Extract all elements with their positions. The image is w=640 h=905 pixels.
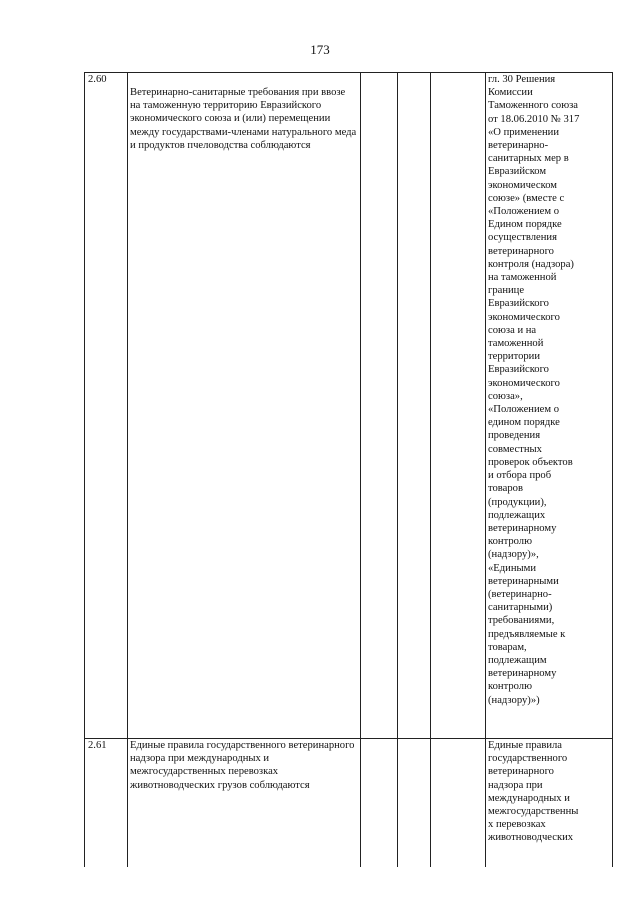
reference-line: предъявляемые к xyxy=(488,628,566,640)
reference-line: контроля (надзора) xyxy=(488,258,574,270)
reference-line: санитарных мер в xyxy=(488,153,569,165)
reference-line: ветеринарными xyxy=(488,575,559,587)
reference-line: осуществления xyxy=(488,232,557,244)
page-number: 173 xyxy=(310,42,330,57)
reference-line: (продукции), xyxy=(488,496,547,508)
reference-line: Комиссии xyxy=(488,87,533,99)
reference-line: международных и xyxy=(488,792,570,804)
reference-line: ветеринарно- xyxy=(488,140,549,152)
requirements-table xyxy=(84,72,613,867)
reference-line: контролю xyxy=(488,681,532,693)
reference-line: «Едиными xyxy=(488,562,536,574)
legal-reference xyxy=(486,739,613,868)
reference-line: межгосударственны xyxy=(488,806,579,818)
reference-line: проведения xyxy=(488,430,541,442)
reference-line: государственного xyxy=(488,753,568,765)
reference-line: Евразийского xyxy=(488,298,549,310)
empty-cell xyxy=(398,73,431,739)
empty-cell xyxy=(398,739,431,868)
reference-line: подлежащих xyxy=(488,509,546,521)
reference-line: Таможенного союза xyxy=(488,100,578,112)
empty-cell xyxy=(361,73,398,739)
reference-line: Евразийском xyxy=(488,166,547,178)
reference-line: союза и на xyxy=(488,324,537,336)
reference-line: проверок объектов xyxy=(488,456,573,468)
reference-line: ветеринарному xyxy=(488,668,557,680)
reference-line: (надзору)») xyxy=(488,694,540,706)
reference-line: (надзору)», xyxy=(488,549,539,561)
reference-line: «О применении xyxy=(488,126,560,138)
reference-line: на таможенной xyxy=(488,272,557,284)
reference-line: Единые правила xyxy=(488,740,562,751)
reference-line: «Положением о xyxy=(488,404,559,416)
reference-line: х перевозках xyxy=(488,819,546,831)
reference-line: экономического xyxy=(488,377,560,389)
empty-cell xyxy=(431,73,486,739)
reference-line: ветеринарного xyxy=(488,766,554,778)
reference-line: экономического xyxy=(488,311,560,323)
requirement-text: Единые правила государственного ветеринарного надзора при международных и межгосударственных перевозках животноводческих грузов соблюдаются xyxy=(128,739,361,868)
requirement-text: Ветеринарно-санитарные требования при ввозе на таможенную территорию Евразийского экономического союза и (или) перемещении между государствами-членами натурального меда и продуктов пчеловодства соблюдаются xyxy=(128,73,361,739)
reference-line: надзора при xyxy=(488,779,543,791)
reference-line: гл. 30 Решения xyxy=(488,74,556,85)
reference-line: животноводческих xyxy=(488,832,574,844)
reference-line: Евразийского xyxy=(488,364,549,376)
reference-line: таможенной xyxy=(488,338,544,350)
reference-line: территории xyxy=(488,351,541,363)
reference-line: Едином порядке xyxy=(488,219,562,231)
reference-line: едином порядке xyxy=(488,417,560,429)
row-number: 2.61 xyxy=(85,739,128,868)
reference-line: экономическом xyxy=(488,179,557,191)
table-row xyxy=(85,739,613,868)
legal-reference xyxy=(486,73,613,739)
reference-line: «Положением о xyxy=(488,206,559,218)
reference-line: подлежащим xyxy=(488,654,547,666)
reference-line: совместных xyxy=(488,443,542,455)
reference-line: ветеринарного xyxy=(488,245,554,257)
empty-cell xyxy=(431,739,486,868)
reference-line: санитарными) xyxy=(488,602,553,614)
reference-line: союза», xyxy=(488,390,523,402)
table-row xyxy=(85,73,613,739)
reference-line: и отбора проб xyxy=(488,470,552,482)
reference-line: требованиями, xyxy=(488,615,555,627)
reference-line: союзе» (вместе с xyxy=(488,192,565,204)
row-number: 2.60 xyxy=(85,73,128,739)
reference-line: границе xyxy=(488,285,525,297)
reference-line: товаров xyxy=(488,483,523,495)
reference-line: (ветеринарно- xyxy=(488,588,552,600)
reference-line: от 18.06.2010 № 317 xyxy=(488,113,580,125)
reference-line: ветеринарному xyxy=(488,522,557,534)
reference-line: товарам, xyxy=(488,641,527,653)
empty-cell xyxy=(361,739,398,868)
reference-line: контролю xyxy=(488,536,532,548)
